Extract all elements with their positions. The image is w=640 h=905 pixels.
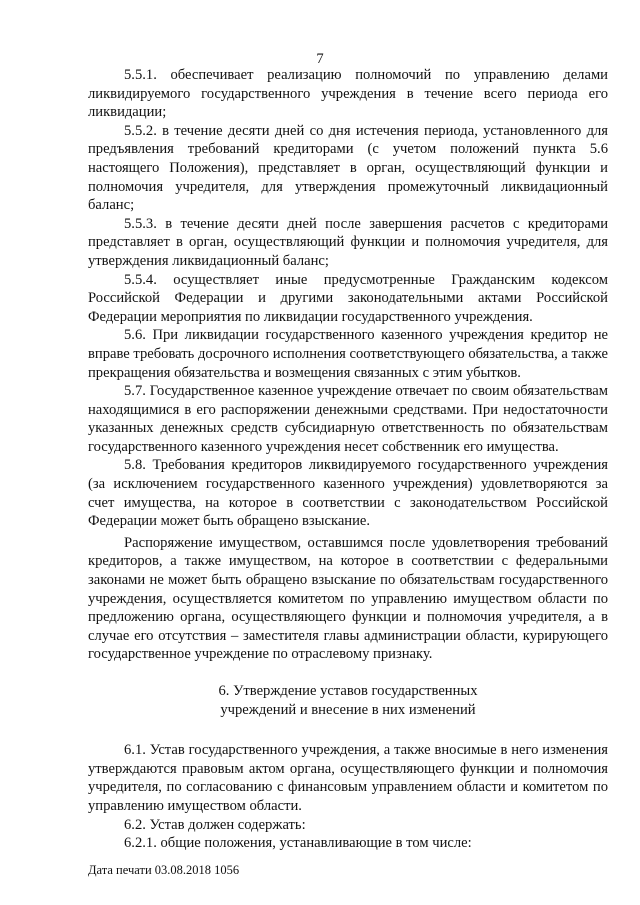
paragraph-5-8: 5.8. Требования кредиторов ликвидируемого государственного учреждения (за исключением государственного казенного учреждения) удовлетворяются за счет имущества, на которое в соответствии с законодательством Российской Федерации может быть обращено взыскание. — [88, 457, 608, 530]
print-date-footer: Дата печати 03.08.2018 1056 — [88, 863, 240, 877]
section-6-heading-line1: 6. Утверждение уставов государственных — [218, 683, 478, 699]
paragraph-6-2-1: 6.2.1. общие положения, устанавливающие в том числе: — [124, 835, 472, 852]
paragraph-5-5-2: 5.5.2. в течение десяти дней со дня истечения периода, установленного для предъявления требований кредиторами (с учетом положений пункта 5.6 настоящего Положения), представляет в орган, осуществляющий функции и полномочия учредителя, для утверждения промежуточный ликвидационный баланс; — [88, 122, 608, 214]
paragraph-5-6: 5.6. При ликвидации государственного казенного учреждения кредитор не вправе требовать досрочного исполнения соответствующего обязательства, а также прекращения обязательства и возмещения связанных с этим убытков. — [88, 327, 608, 381]
paragraph-5-7: 5.7. Государственное казенное учреждение отвечает по своим обязательствам находящимися в его распоряжении денежными средствами. При недостаточности указанных денежных средств субсидиарную ответственность по обязательствам государственного казенного учреждения несет собственник его имущества. — [88, 383, 608, 455]
section-6-heading — [88, 682, 608, 719]
page-number: 7 — [316, 51, 324, 67]
paragraph-5-5-1: 5.5.1. обеспечивает реализацию полномочий по управлению делами ликвидируемого государственного учреждения в течение всего периода его ликвидации; — [88, 67, 608, 121]
paragraph-5-5-3: 5.5.3. в течение десяти дней после завершения расчетов с кредиторами представляет в орган, осуществляющий функции и полномочия учредителя, для утверждения ликвидационный баланс; — [88, 215, 608, 269]
paragraph-6-1: 6.1. Устав государственного учреждения, а также вносимые в него изменения утверждаются правовым актом органа, осуществляющего функции и полномочия учредителя, по согласованию с финансовым управлением области и комитетом по управлению имуществом области. — [88, 742, 608, 814]
paragraph-5-5-4: 5.5.4. осуществляет иные предусмотренные Гражданским кодексом Российской Федерации и другими законодательными актами Российской Федерации мероприятия по ликвидации государственного учреждения. — [88, 271, 608, 325]
paragraph-property-disposal: Распоряжение имуществом, оставшимся после удовлетворения требований кредиторов, а также имуществом, на которое в соответствии с федеральными законами не может быть обращено взыскание по обязательствам государственного учреждения, осуществляется комитетом по управлению имуществом области по предложению органа, осуществляющего функции и полномочия учредителя, а в случае его отсутствия – заместителя главы администрации области, курирующего государственное учреждение по отраслевому признаку. — [88, 534, 608, 663]
section-6-heading-line2: учреждений и внесение в них изменений — [220, 701, 476, 718]
document-body — [88, 66, 608, 853]
paragraph-6-2: 6.2. Устав должен содержать: — [124, 816, 306, 833]
